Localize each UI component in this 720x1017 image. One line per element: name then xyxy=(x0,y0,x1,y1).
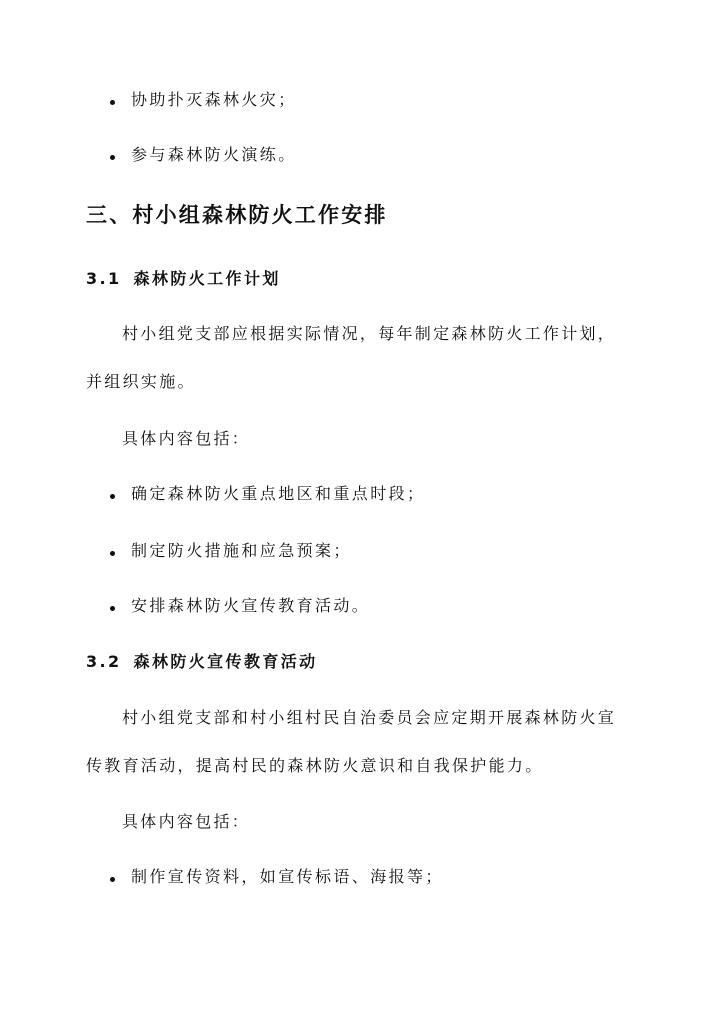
paragraph-line: 村小组党支部应根据实际情况，每年制定森林防火工作计划， xyxy=(122,324,617,343)
list-intro: 具体内容包括： xyxy=(122,429,251,448)
subsection-number: 3.2 xyxy=(86,652,122,671)
list-item-text: 制作宣传资料，如宣传标语、海报等； xyxy=(131,867,444,886)
bullet-icon xyxy=(110,100,115,105)
paragraph-line: 并组织实施。 xyxy=(86,372,196,391)
list-intro: 具体内容包括： xyxy=(122,812,251,831)
list-item xyxy=(110,537,352,565)
list-item xyxy=(110,86,297,114)
subsection-title: 森林防火工作计划 xyxy=(133,269,281,288)
subsection-title: 森林防火宣传教育活动 xyxy=(133,652,318,671)
list-item-text: 安排森林防火宣传教育活动。 xyxy=(131,596,371,615)
list-item xyxy=(110,592,370,620)
list-item xyxy=(110,141,297,169)
paragraph-line: 传教育活动，提高村民的森林防火意识和自我保护能力。 xyxy=(86,756,544,775)
paragraph-line: 村小组党支部和村小组村民自治委员会应定期开展森林防火宣 xyxy=(122,708,617,727)
list-item-text: 确定森林防火重点地区和重点时段； xyxy=(131,484,426,503)
subsection-heading xyxy=(86,266,281,292)
section-heading: 三、村小组森林防火工作安排 xyxy=(86,203,388,227)
list-item-text: 制定防火措施和应急预案； xyxy=(131,541,352,560)
list-item xyxy=(110,480,425,508)
list-item xyxy=(110,863,444,891)
subsection-heading xyxy=(86,649,318,675)
bullet-icon xyxy=(110,155,115,160)
bullet-icon xyxy=(110,877,115,882)
bullet-icon xyxy=(110,606,115,611)
list-item-text: 协助扑灭森林火灾； xyxy=(131,90,297,109)
bullet-icon xyxy=(110,551,115,556)
bullet-icon xyxy=(110,494,115,499)
subsection-number: 3.1 xyxy=(86,269,122,288)
list-item-text: 参与森林防火演练。 xyxy=(131,145,297,164)
